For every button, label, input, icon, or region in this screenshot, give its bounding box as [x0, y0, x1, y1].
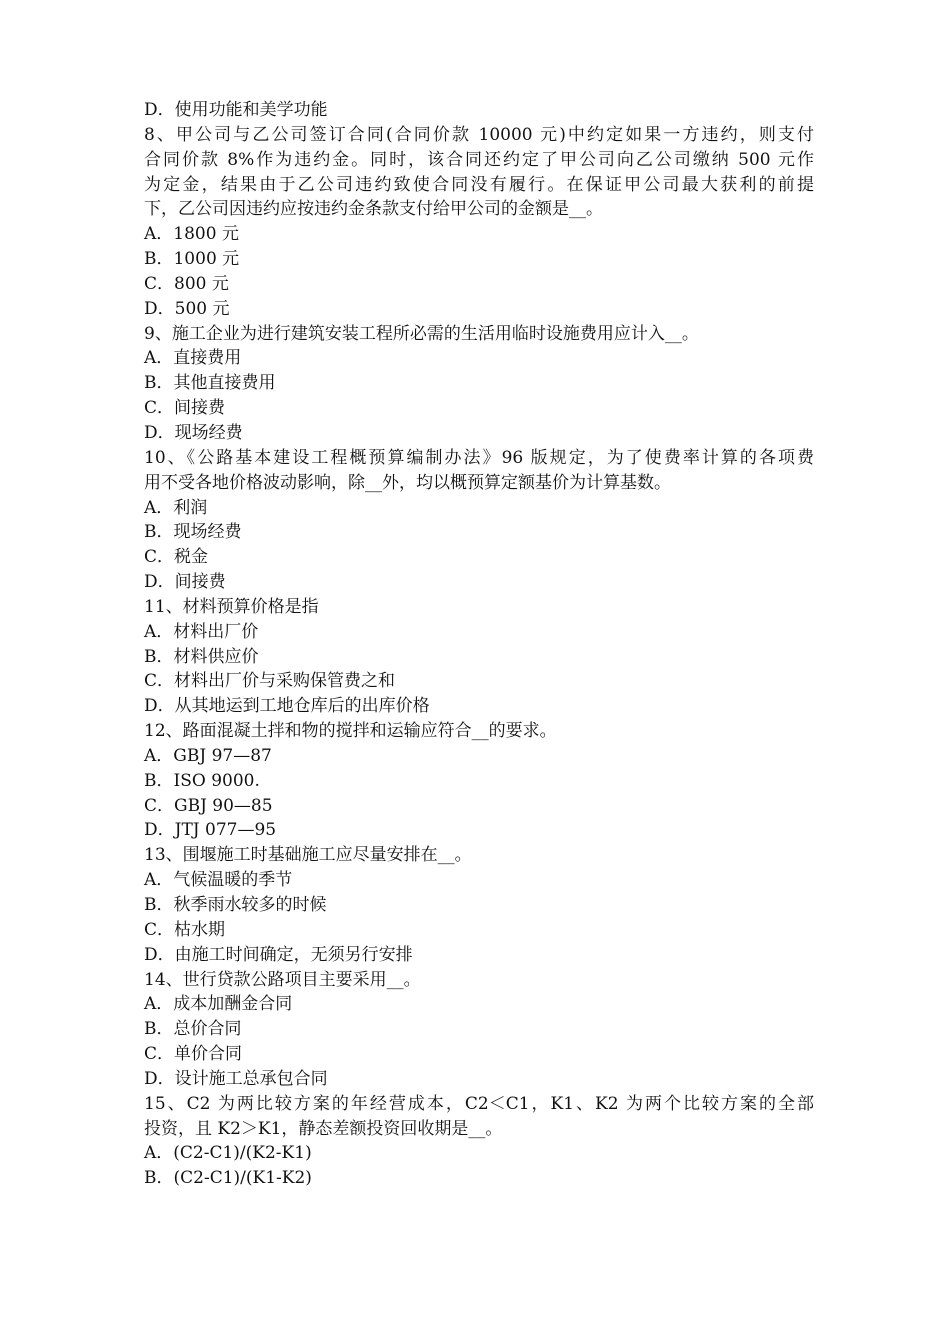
text-line: D．从其地运到工地仓库后的出库价格 [144, 696, 430, 717]
text-line: 合同价款 8%作为违约金。同时，该合同还约定了甲公司向乙公司缴纳 500 元作 [144, 149, 814, 170]
text-line: D．500 元 [144, 298, 230, 319]
text-line: A．利润 [144, 497, 208, 518]
text-line: 用不受各地价格波动影响，除__外，均以概预算定额基价为计算基数。 [144, 472, 671, 493]
text-line: D．JTJ 077—95 [144, 820, 277, 841]
text-line: B．(C2-C1)/(K1-K2) [144, 1168, 312, 1189]
text-line: B．其他直接费用 [144, 373, 276, 394]
text-line: B．ISO 9000. [144, 770, 260, 791]
text-line: C．间接费 [144, 398, 226, 419]
text-line: C．枯水期 [144, 919, 226, 940]
text-line: 投资，且 K2＞K1，静态差额投资回收期是__。 [144, 1118, 503, 1139]
text-line: 13、围堰施工时基础施工应尽量安排在__。 [144, 845, 472, 866]
text-line: 9、施工企业为进行建筑安装工程所必需的生活用临时设施费用应计入__。 [144, 323, 699, 344]
text-line: D．现场经费 [144, 422, 243, 443]
text-line: D．间接费 [144, 572, 226, 593]
text-line: B．现场经费 [144, 522, 242, 543]
text-line: A．(C2-C1)/(K2-K1) [144, 1143, 312, 1164]
text-line: 10、《公路基本建设工程概预算编制办法》96 版规定，为了使费率计算的各项费 [144, 447, 814, 468]
text-line: 下，乙公司因违约应按违约金条款支付给甲公司的金额是__。 [144, 199, 603, 220]
text-line: 8、甲公司与乙公司签订合同(合同价款 10000 元)中约定如果一方违约，则支付 [144, 124, 814, 145]
text-line: B．秋季雨水较多的时候 [144, 895, 327, 915]
text-line: D．设计施工总承包合同 [144, 1068, 328, 1089]
text-line: C．材料出厂价与采购保管费之和 [144, 671, 396, 692]
text-line: A．直接费用 [144, 348, 242, 369]
text-line: C．GBJ 90—85 [144, 795, 273, 816]
text-line: C．800 元 [144, 273, 229, 294]
text-line: A．GBJ 97—87 [144, 745, 272, 766]
text-line: B．1000 元 [144, 249, 240, 270]
text-line: C．税金 [144, 547, 209, 568]
text-line: C．单价合同 [144, 1044, 243, 1065]
text-line: B．材料供应价 [144, 646, 259, 667]
text-line: D．由施工时间确定，无须另行安排 [144, 944, 413, 965]
text-line: A．1800 元 [144, 224, 239, 245]
text-line: D．使用功能和美学功能 [144, 100, 328, 120]
text-line: 14、世行贷款公路项目主要采用__。 [144, 969, 421, 990]
text-line: A．气候温暖的季节 [144, 870, 293, 891]
text-line: 为定金，结果由于乙公司违约致使合同没有履行。在保证甲公司最大获利的前提 [144, 174, 814, 195]
text-line: 12、路面混凝土拌和物的搅拌和运输应符合__的要求。 [144, 721, 557, 742]
text-line: A．材料出厂价 [144, 621, 259, 642]
text-line: 11、材料预算价格是指 [144, 596, 319, 617]
text-line: B．总价合同 [144, 1019, 242, 1040]
document-page [144, 98, 814, 1191]
text-line: 15、C2 为两比较方案的年经营成本，C2＜C1，K1、K2 为两个比较方案的全部 [144, 1093, 814, 1114]
text-line: A．成本加酬金合同 [144, 994, 293, 1015]
